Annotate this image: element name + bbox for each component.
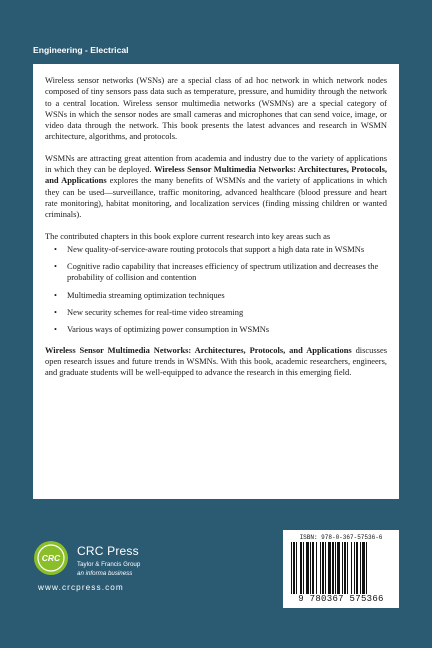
book-title-inline: Wireless Sensor Multimedia Networks: Architectures, Protocols, and Applications [45,344,352,355]
publisher-name: CRC Press [77,544,139,558]
barcode-bar [351,542,352,594]
crc-logo-icon [33,540,69,576]
book-title-inline: Wireless Sensor Multimedia Networks: Architectures, Protocols, and Applications [45,164,388,186]
barcode-bar [291,542,292,594]
barcode-digits: 9 780367 575366 [298,594,384,604]
barcode [283,530,399,608]
barcode-bar [328,542,331,594]
list-item: • New security schemes for real-time video streaming [45,307,387,318]
barcode-bar [325,542,326,594]
isbn-label: ISBN: 978-0-367-57536-6 [299,534,383,541]
barcode-bar [347,542,348,594]
paragraph-chapters: The contributed chapters in this book explore current research into key areas such as [45,230,331,241]
paragraph-intro: Wireless sensor networks (WSNs) are a special class of ad hoc network in which network nodes composed of tiny sensors pass data such as temperature, pressure, and humidity through the network to a central location. Wireless sensor multimedia networks (WSMNs) are a special category of WSNs in which the sensor nodes are small cameras and microphones that can send voice, image, or video data through the network. This book presents the latest advances and research in WSMN architecture, algorithms, and protocols. [45,75,387,142]
list-item: • Various ways of optimizing power consumption in WSMNs [45,324,387,335]
barcode-bars [289,542,393,594]
barcode-bar [316,542,317,594]
paragraph-applications-lead: WSMNs are attracting great attention from academia and industry due to the variety of applications in which they can be deployed. [45,152,387,175]
barcode-bar [332,542,334,594]
barcode-bar [344,542,346,594]
paragraph-applications-rest: explores the many benefits of WSMNs and the variety of applications in which they can be used—surveillance, traffic monitoring, advanced healthcare (blood pressure and heart rate monitoring), habitat monitoring, and localization services (finding missing children or wanted criminals). [45,175,388,220]
paragraph-conclusion [45,345,387,379]
publisher-business: an informa business [77,570,133,577]
barcode-bar [310,542,311,594]
list-item: • Cognitive radio capability that increases efficiency of spectrum utilization and decreases the probability of collision and contention [45,261,387,284]
description-panel [33,64,399,499]
barcode-bar [356,542,358,594]
list-item: • Multimedia streaming optimization techniques [45,290,387,301]
publisher-url: www.crcpress.com [38,583,124,592]
barcode-bar [300,542,302,594]
barcode-bar [342,542,343,594]
list-item: • New quality-of-service-aware routing protocols that support a high data rate in WSMNs [45,244,387,255]
key-areas-list [45,244,387,336]
barcode-bar [306,542,309,594]
barcode-bar [296,542,297,594]
barcode-bar [366,542,367,594]
barcode-bar [303,542,304,594]
barcode-bar [360,542,361,594]
barcode-bar [337,542,340,594]
barcode-bar [354,542,355,594]
logo-text: CRC [41,553,61,563]
paragraph-applications [45,153,387,221]
barcode-bar [312,542,314,594]
paragraph-conclusion-rest: discusses open research issues and future trends in WSMNs. With this book, academic researchers, engineers, and graduate students will be well-equipped to advance the research in this emerging field. [45,344,387,378]
publisher-group: Taylor & Francis Group [77,561,141,568]
barcode-bar [322,542,324,594]
barcode-bar [335,542,336,594]
barcode-bar [293,542,295,594]
barcode-bar [320,542,321,594]
category-label: Engineering - Electrical [33,45,129,55]
barcode-bar [362,542,365,594]
